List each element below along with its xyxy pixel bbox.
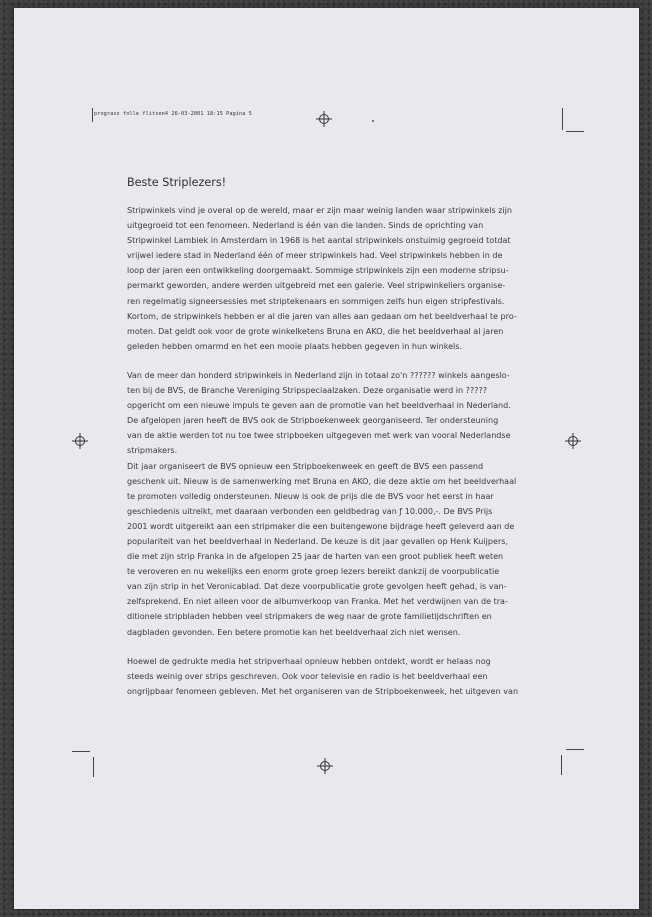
letter-paragraph xyxy=(127,368,529,640)
text-line: 2001 wordt uitgereikt aan een stripmaker die een buitengewone bijdrage heeft geleverd aan de xyxy=(127,521,515,531)
text-line: De afgelopen jaren heeft de BVS ook de Stripboekenweek georganiseerd. Ter ondersteuning xyxy=(127,416,499,426)
text-line: opgericht om een nieuwe impuls te geven aan de promotie van het beeldverhaal in Nederland. xyxy=(127,401,511,411)
crop-mark-icon xyxy=(72,751,90,752)
text-line: populariteit van het beeldverhaal in Nederland. De keuze is dit jaar gevallen op Henk Kuijpers, xyxy=(127,536,509,546)
print-slug: prograss folle flitsen4 26-03-2001 18:15 Pagina 5 xyxy=(94,111,252,117)
text-line: van de aktie werden tot nu toe twee stripboeken uitgegeven met werk van vooral Nederlandse xyxy=(127,431,511,441)
registration-mark-icon xyxy=(316,111,332,127)
text-line: ten bij de BVS, de Branche Vereniging Stripspeciaalzaken. Deze organisatie werd in ????? xyxy=(127,386,487,396)
text-line: vrijwel iedere stad in Nederland één of meer stripwinkels had. Veel stripwinkels hebben in de xyxy=(127,251,503,261)
crop-mark-icon xyxy=(561,755,562,775)
letter-title: Beste Striplezers! xyxy=(127,176,227,189)
text-line: ren regelmatig signeersessies met striptekenaars en sommigen zelfs hun eigen stripfestivals. xyxy=(127,296,505,306)
text-line: ongrijpbaar fenomeen gebleven. Met het organiseren van de Stripboekenweek, het uitgeven van xyxy=(127,686,519,696)
text-line: geleden hebben omarmd en het een mooie plaats hebben gegeven in hun winkels. xyxy=(127,341,463,351)
crop-mark-icon xyxy=(566,749,584,750)
registration-mark-icon xyxy=(72,433,88,449)
text-line: te veroveren en nu wekelijks een enorm grote groep lezers bereikt dankzij de voorpublicatie xyxy=(127,567,500,577)
text-line: geschenk uit. Nieuw is de samenwerking met Bruna en AKO, die deze aktie om het beeldverhaal xyxy=(127,476,517,486)
text-line: zelfsprekend. En niet alleen voor de albumverkoop van Franka. Met het verdwijnen van de tra- xyxy=(127,597,508,607)
text-line: Kortom, de stripwinkels hebben er al die jaren van alles aan gedaan om het beeldverhaal te pro- xyxy=(127,311,517,321)
text-line: Dit jaar organiseert de BVS opnieuw een Stripboekenweek en geeft de BVS een passend xyxy=(127,461,484,471)
text-line: Hoewel de gedrukte media het stripverhaal opnieuw hebben ontdekt, wordt er helaas nog xyxy=(127,656,491,666)
text-line: stripmakers. xyxy=(127,446,178,456)
text-line: Stripwinkels vind je overal op de wereld, maar er zijn maar weinig landen waar stripwinkels zijn xyxy=(127,206,512,215)
text-line: dagbladen gevonden. Een betere promotie kan het beeldverhaal zich niet wensen. xyxy=(127,627,461,637)
text-line: moten. Dat geldt ook voor de grote winkelketens Bruna en AKO, die het beeldverhaal al jaren xyxy=(127,326,504,336)
text-line: uitgegroeid tot een fenomeen. Nederland is één van die landen. Sinds de oprichting van xyxy=(127,221,484,231)
registration-mark-icon xyxy=(317,758,333,774)
speck xyxy=(372,120,374,122)
text-line: permarkt geworden, andere werden uitgebreid met een galerie. Veel stripwinkeliers organise- xyxy=(127,281,506,291)
text-line: geschiedenis uitreikt, met daaraan verbonden een geldbedrag van ƒ 10.000,-. De BVS Prijs xyxy=(127,506,493,516)
text-line: Van de meer dan honderd stripwinkels in Nederland zijn in totaal zo'n ?????? winkels aangeslo- xyxy=(127,370,510,380)
crop-mark-icon xyxy=(92,108,93,122)
registration-mark-icon xyxy=(565,433,581,449)
text-line: van zijn strip in het Veronicablad. Dat deze voorpublicatie grote gevolgen heeft gehad, is van- xyxy=(127,582,507,592)
crop-mark-icon xyxy=(562,108,563,130)
letter-body xyxy=(127,176,529,713)
letter-paragraph xyxy=(127,203,529,354)
text-line: die met zijn strip Franka in de afgelopen 25 jaar de harten van een groot publiek heeft weten xyxy=(127,552,504,562)
crop-mark-icon xyxy=(93,757,94,777)
text-line: te promoten volledig ondersteunen. Nieuw is ook de prijs die de BVS voor het eerst in haar xyxy=(127,491,494,501)
text-line: Stripwinkel Lambiek in Amsterdam in 1968 is het aantal stripwinkels onstuimig gegroeid totdat xyxy=(127,236,511,246)
text-line: ditionele stripbladen hebben veel stripmakers de weg naar de grote familietijdschriften en xyxy=(127,612,492,622)
letter-paragraph xyxy=(127,654,529,699)
text-line: loop der jaren een ontwikkeling doorgemaakt. Sommige stripwinkels zijn een moderne stripsu- xyxy=(127,266,509,276)
crop-mark-icon xyxy=(566,131,584,132)
text-line: steeds weinig over strips geschreven. Ook voor televisie en radio is het beeldverhaal een xyxy=(127,671,488,681)
letter-paragraphs xyxy=(127,203,529,699)
